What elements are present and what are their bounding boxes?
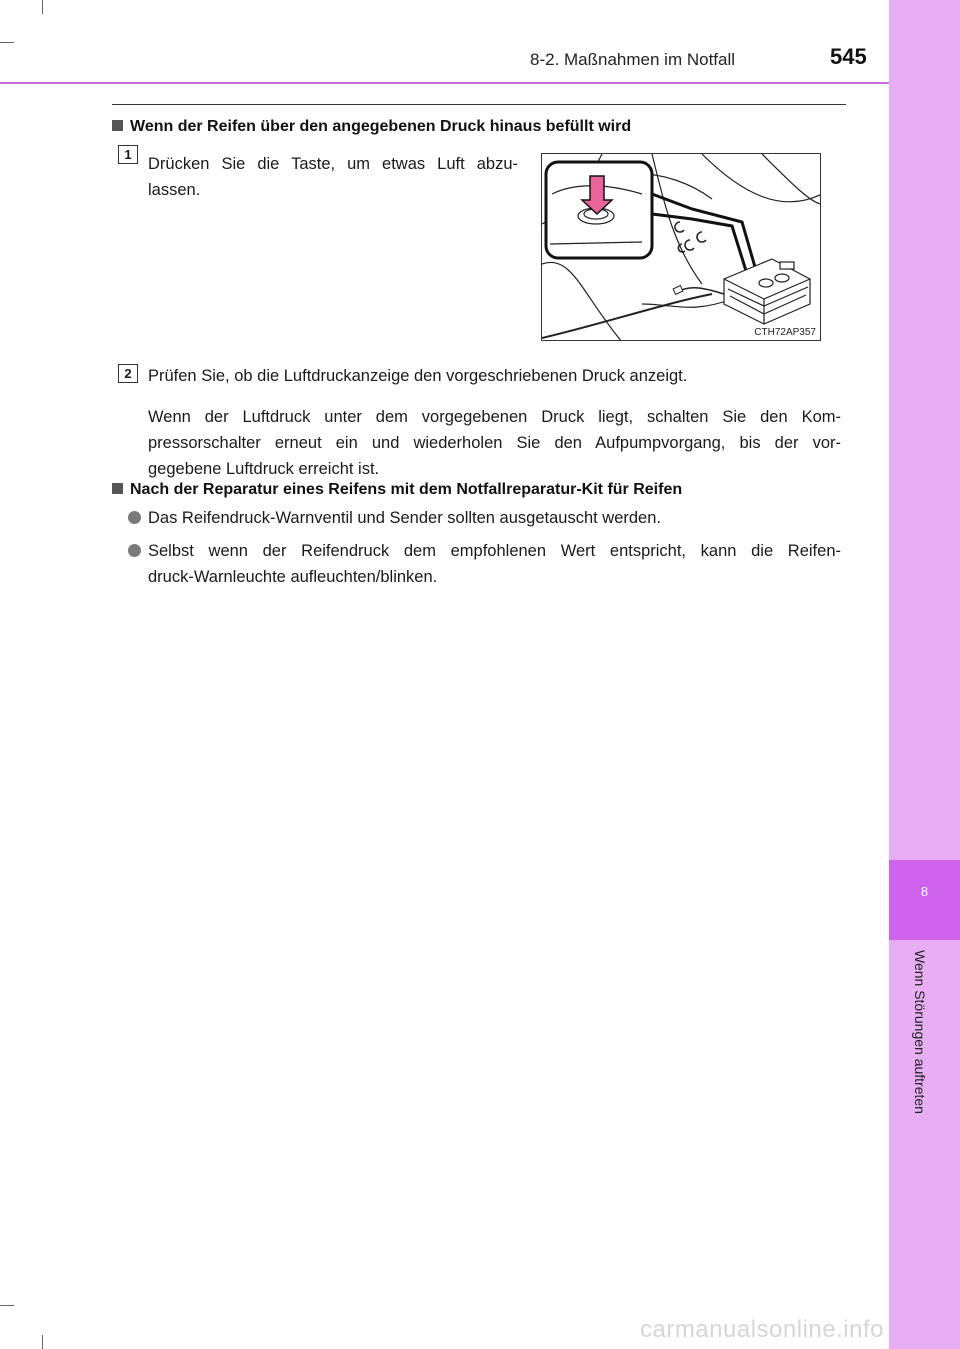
chapter-sidebar bbox=[889, 0, 960, 860]
square-bullet-icon bbox=[112, 483, 123, 494]
chapter-number: 8 bbox=[920, 884, 929, 899]
crop-mark bbox=[42, 1335, 43, 1349]
compressor-illustration bbox=[541, 153, 821, 341]
step-1-line: lassen. bbox=[148, 181, 201, 199]
watermark: carmanualsonline.info bbox=[640, 1316, 884, 1343]
figure-label: CTH72AP357 bbox=[754, 327, 816, 338]
step-number-badge: 2 bbox=[118, 364, 138, 383]
compressor-drawing bbox=[542, 154, 821, 341]
bullet-line bbox=[133, 538, 841, 564]
chapter-title: Wenn Störungen auftreten bbox=[912, 950, 928, 1114]
step-2-note bbox=[148, 404, 841, 482]
section-heading bbox=[112, 481, 682, 499]
square-bullet-icon bbox=[112, 120, 123, 131]
note-line: Wenn der Luftdruck unter dem vorgegebenen Druck liegt, schalten Sie den Kom- bbox=[148, 408, 841, 426]
crop-mark bbox=[0, 1305, 14, 1306]
crop-mark bbox=[42, 0, 43, 14]
section-heading-text: Nach der Reparatur eines Reifens mit dem Notfallreparatur-Kit für Reifen bbox=[130, 481, 683, 498]
step-number-badge: 1 bbox=[118, 145, 138, 164]
bullet-icon bbox=[128, 511, 141, 524]
section-title: 8-2. Maßnahmen im Notfall bbox=[530, 50, 736, 69]
note-line: gegebene Luftdruck erreicht ist. bbox=[148, 460, 380, 478]
step-1-text bbox=[148, 151, 518, 203]
chapter-tab[interactable] bbox=[889, 860, 960, 940]
crop-mark bbox=[0, 42, 14, 43]
section-heading bbox=[112, 118, 631, 136]
section-heading-text: Wenn der Reifen über den angegebenen Druck hinaus befüllt wird bbox=[130, 118, 632, 135]
step-1-line: Drücken Sie die Taste, um etwas Luft abzu- bbox=[148, 155, 518, 173]
note-line: pressorschalter erneut ein und wiederholen Sie den Aufpumpvorgang, bis der vor- bbox=[148, 434, 841, 452]
bullet-line-text: Selbst wenn der Reifendruck dem empfohlenen Wert entspricht, kann die Reifen- bbox=[148, 542, 841, 560]
page-number: 545 bbox=[830, 44, 867, 69]
step-2-text: Prüfen Sie, ob die Luftdruckanzeige den vorgeschriebenen Druck anzeigt. bbox=[148, 367, 688, 385]
bullet-line: druck-Warnleuchte aufleuchten/blinken. bbox=[148, 568, 438, 586]
bullet-text bbox=[133, 538, 841, 590]
header-divider bbox=[0, 82, 889, 84]
section-rule bbox=[112, 104, 846, 105]
bullet-text: Das Reifendruck-Warnventil und Sender sollten ausgetauscht werden. bbox=[148, 509, 661, 527]
